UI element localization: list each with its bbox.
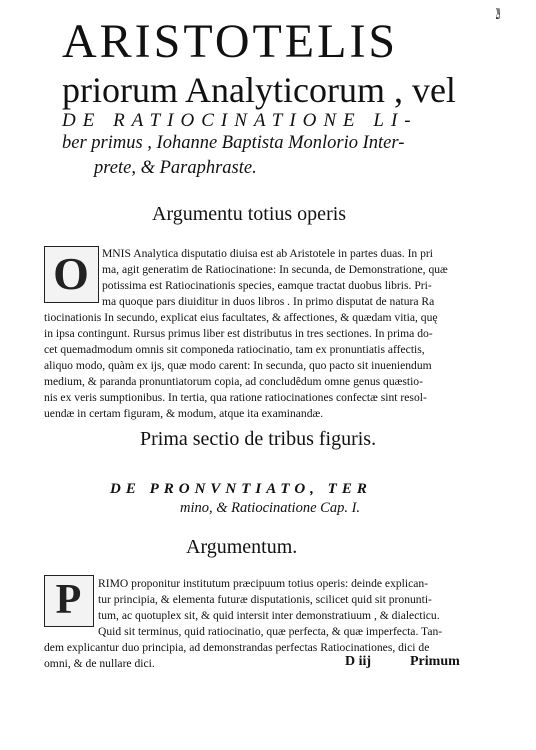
- intro-line: tiocinationis In secundo, explicat eius facultates, & affectiones, & quædam vitia, quę: [44, 311, 438, 324]
- argumentum-line: Quid sit terminus, quid ratiocinatio, quæ perfecta, & quæ imperfecta. Tan-: [98, 625, 443, 638]
- title-work: priorum Analyticorum , vel: [62, 70, 456, 110]
- section-heading: Prima sectio de tribus figuris.: [140, 428, 377, 450]
- intro-line: cet quemadmodum omnis sit componeda ratiocinatio, tam ex pronuntiatis affectis,: [44, 343, 425, 356]
- title-translator-cont: prete, & Paraphraste.: [94, 158, 257, 178]
- title-author: ARISTOTELIS: [62, 15, 399, 68]
- intro-line: MNIS Analytica disputatio diuisa est ab Aristotele in partes duas. In pri: [102, 247, 434, 260]
- chapter-title-cont: mino, & Ratiocinatione Cap. I.: [180, 500, 361, 516]
- signature-mark: D iij: [345, 654, 372, 669]
- initial-letter: O: [53, 248, 89, 299]
- intro-line: potissima est Ratiocinationis species, eamque tractat duobus libris. Pri-: [102, 279, 432, 292]
- catchword: Primum: [410, 654, 460, 669]
- argumentum-line: tum, ac quotuplex sit, & quid intersit inter demonstratiuum , & dialecticu.: [98, 609, 440, 622]
- argument-heading: Argumentu totius operis: [152, 203, 347, 225]
- intro-line: aliquo modo, quàm ex ijs, quæ modo carent: In secunda, quo pacto sit inueniendum: [44, 359, 432, 372]
- intro-line: medium, & paranda pronuntiatorum copia, ad concludêdum omne genus quæstio-: [44, 375, 423, 388]
- intro-line: in ipsa contingunt. Rursus primus liber est distributus in tres sectiones. In prima do-: [44, 327, 433, 340]
- chapter-title: DE PRONVNTIATO, TER: [110, 481, 372, 497]
- argumentum-line: tur principia, & elementa futuræ disputationis, scilicet quid sit pronunti-: [98, 593, 432, 606]
- page-number: 29: [496, 4, 500, 23]
- intro-line: nis ex veris sumptionibus. In tertia, qua ratione ratiocinationes confectæ sint resol-: [44, 391, 427, 404]
- argumentum-line: dem explicantur duo principia, ad demonstrandas perfectas Ratiocinationes, dici de: [44, 641, 430, 654]
- decorated-initial: [44, 246, 99, 303]
- initial-letter: P: [55, 577, 82, 623]
- intro-line: uendæ in certam figuram, & modum, atque ita examinandæ.: [44, 407, 324, 420]
- intro-line: ma, agit generatim de Ratiocinatione: In secunda, de Demonstratione, quæ: [102, 263, 448, 276]
- argumentum-line: omni, & de nullare dici.: [44, 657, 155, 670]
- title-subtitle: DE RATIOCINATIONE LI-: [62, 110, 418, 131]
- argumentum-heading: Argumentum.: [186, 536, 298, 558]
- intro-line: ma quoque pars diuiditur in duos libros . In primo disputat de natura Ra: [102, 295, 435, 308]
- argumentum-line: RIMO proponitur institutum præcipuum totius operis: deinde explican-: [98, 577, 429, 590]
- decorated-initial: [44, 575, 94, 627]
- title-translator: ber primus , Iohanne Baptista Monlorio Inter-: [62, 133, 405, 153]
